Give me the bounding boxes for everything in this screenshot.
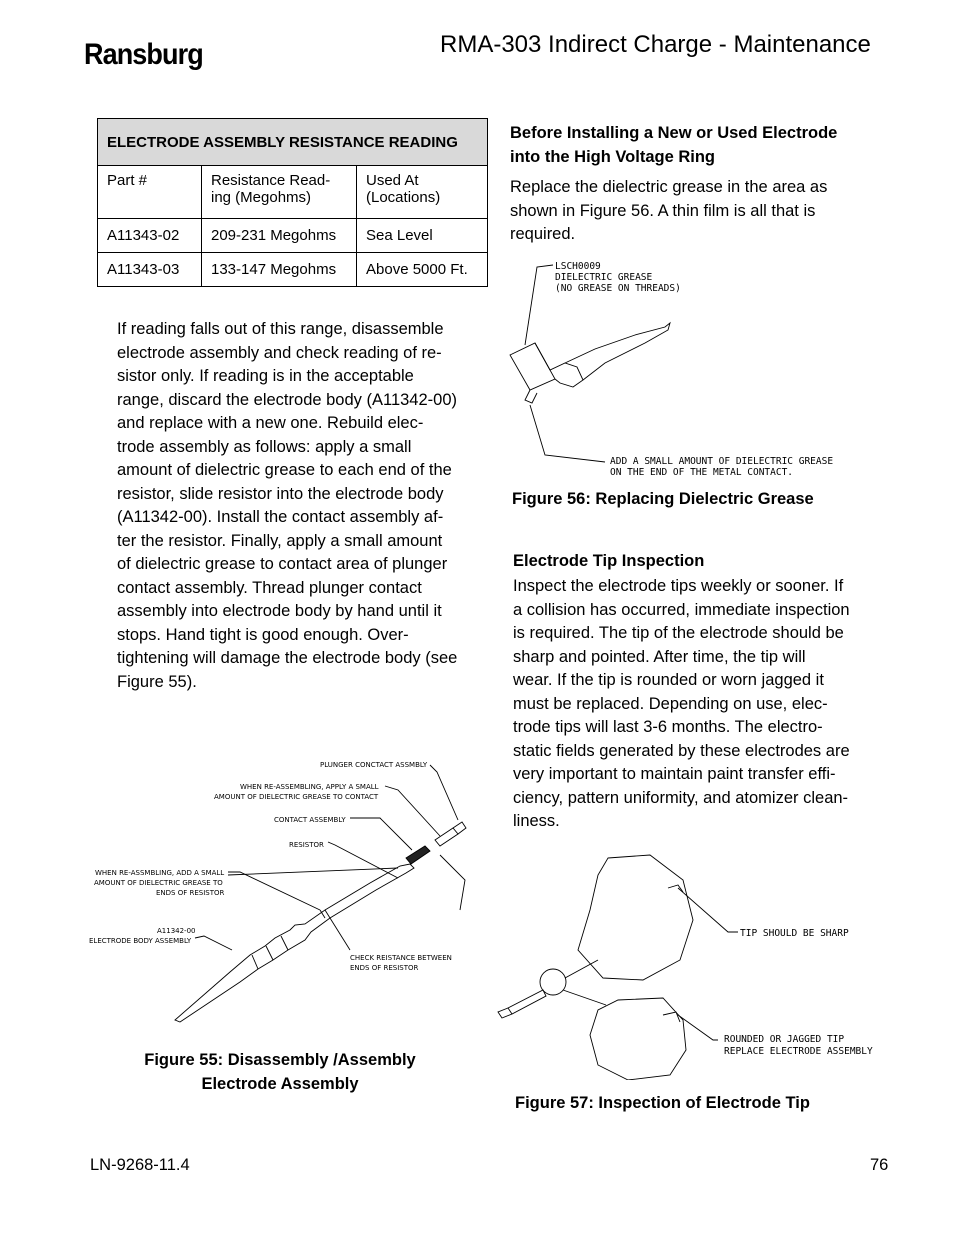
column-header-resistance: Resistance Read- ing (Megohms) bbox=[202, 166, 357, 219]
label-check-resistance: CHECK REISTANCE BETWEEN bbox=[350, 954, 452, 962]
table-cell: Above 5000 Ft. bbox=[357, 253, 488, 287]
figure-57-caption: Figure 57: Inspection of Electrode Tip bbox=[515, 1094, 810, 1112]
electrode-body bbox=[175, 864, 414, 1022]
label-replace-electrode: REPLACE ELECTRODE ASSEMBLY bbox=[724, 1046, 873, 1057]
table-row bbox=[98, 219, 488, 253]
tip-inspection-paragraph: Inspect the electrode tips weekly or sooner. If a collision has occurred, immediate inspection is required. The tip of the electrode should be sharp and pointed. After time, the tip will wear. If the tip is rounded or worn jagged it must be replaced. Depending on use, elec- trode tips will last 3-6 months. The electro- static fields generated by these electrodes are very important to maintain paint transfer effi- ciency, pattern uniformity, and atomizer clean- liness. bbox=[513, 577, 850, 830]
page-title: RMA-303 Indirect Charge - Maintenance bbox=[440, 31, 871, 58]
electrode-grease-drawing bbox=[510, 323, 670, 403]
table-title: ELECTRODE ASSEMBLY RESISTANCE READING bbox=[98, 119, 488, 166]
figure-57-drawing bbox=[488, 850, 908, 1080]
figure-56-drawing bbox=[505, 255, 885, 480]
svg-text:ENDS OF RESISTOR: ENDS OF RESISTOR bbox=[156, 889, 225, 897]
label-body-part: A11342-00 bbox=[157, 927, 196, 935]
resistor bbox=[406, 846, 430, 864]
doc-number: LN-9268-11.4 bbox=[90, 1156, 190, 1174]
plunger-contact bbox=[435, 822, 466, 846]
install-paragraph: Replace the dielectric grease in the area as shown in Figure 56. A thin film is all that is required. bbox=[510, 178, 828, 243]
label-no-grease-threads: (NO GREASE ON THREADS) bbox=[555, 283, 681, 294]
svg-text:ON THE END OF THE METAL CONTAC: ON THE END OF THE METAL CONTACT. bbox=[610, 467, 794, 478]
svg-text:ELECTRODE BODY ASSEMBLY: ELECTRODE BODY ASSEMBLY bbox=[89, 937, 192, 945]
column-header-location: Used At (Locations) bbox=[357, 166, 488, 219]
table-cell: Sea Level bbox=[357, 219, 488, 253]
electrode-with-tip bbox=[498, 960, 606, 1018]
table-cell: 133-147 Megohms bbox=[202, 253, 357, 287]
table-row bbox=[98, 253, 488, 287]
label-reassembling: WHEN RE-ASSEMBLING, APPLY A SMALL bbox=[240, 783, 379, 791]
column-header-part: Part # bbox=[98, 166, 202, 219]
figure-55-drawing bbox=[80, 750, 480, 1040]
section-heading-install: Before Installing a New or Used Electrode into the High Voltage Ring bbox=[510, 124, 838, 166]
svg-text:AMOUNT OF DIELECTRIC GREASE TO: AMOUNT OF DIELECTRIC GREASE TO CONTACT bbox=[214, 793, 379, 801]
section-heading-tip-inspection: Electrode Tip Inspection bbox=[513, 552, 705, 570]
left-paragraph: If reading falls out of this range, disassemble electrode assembly and check reading of re- sistor only. If reading is in the acceptable range, discard the electrode body (A11342-00) and replace with a new one. Rebuild elec- trode assembly as follows: apply a small amount of dielectric grease to each end of the resistor, slide resistor into the electrode body (A11342-00). Install the contact assembly af- ter the resistor. Finally, apply a small amount of dielectric grease to contact area of plunger contact assembly. Thread plunger contact assembly into electrode body by hand until it stops. Hand tight is good enough. Over- tightening will damage the electrode body (see Figure 55). bbox=[117, 320, 458, 691]
label-add-grease: ADD A SMALL AMOUNT OF DIELECTRIC GREASE bbox=[610, 456, 834, 467]
svg-text:AMOUNT OF DIELECTRIC GREASE TO: AMOUNT OF DIELECTRIC GREASE TO bbox=[94, 879, 223, 887]
figure-55-caption: Figure 55: Disassembly /Assembly Electrode Assembly bbox=[144, 1051, 416, 1093]
brand-logo: Ransburg bbox=[84, 38, 203, 71]
label-rounded-tip: ROUNDED OR JAGGED TIP bbox=[724, 1034, 845, 1045]
label-resistor: RESISTOR bbox=[289, 841, 324, 849]
label-dielectric-grease: DIELECTRIC GREASE bbox=[555, 272, 653, 283]
label-plunger: PLUNGER CONCTACT ASSMBLY bbox=[320, 761, 428, 769]
rounded-tip-detail bbox=[590, 998, 686, 1080]
page-number: 76 bbox=[870, 1156, 889, 1174]
svg-text:ENDS OF RESISTOR: ENDS OF RESISTOR bbox=[350, 964, 419, 972]
label-tip-sharp: TIP SHOULD BE SHARP bbox=[740, 928, 849, 939]
table-cell: A11343-02 bbox=[98, 219, 202, 253]
label-contact-assembly: CONTACT ASSEMBLY bbox=[274, 816, 346, 824]
resistance-table bbox=[97, 118, 488, 287]
figure-56-caption: Figure 56: Replacing Dielectric Grease bbox=[512, 490, 814, 508]
table-cell: 209-231 Megohms bbox=[202, 219, 357, 253]
table-cell: A11343-03 bbox=[98, 253, 202, 287]
label-reassmbling: WHEN RE-ASSMBLING, ADD A SMALL bbox=[95, 869, 225, 877]
label-lsch0009: LSCH0009 bbox=[555, 261, 601, 272]
